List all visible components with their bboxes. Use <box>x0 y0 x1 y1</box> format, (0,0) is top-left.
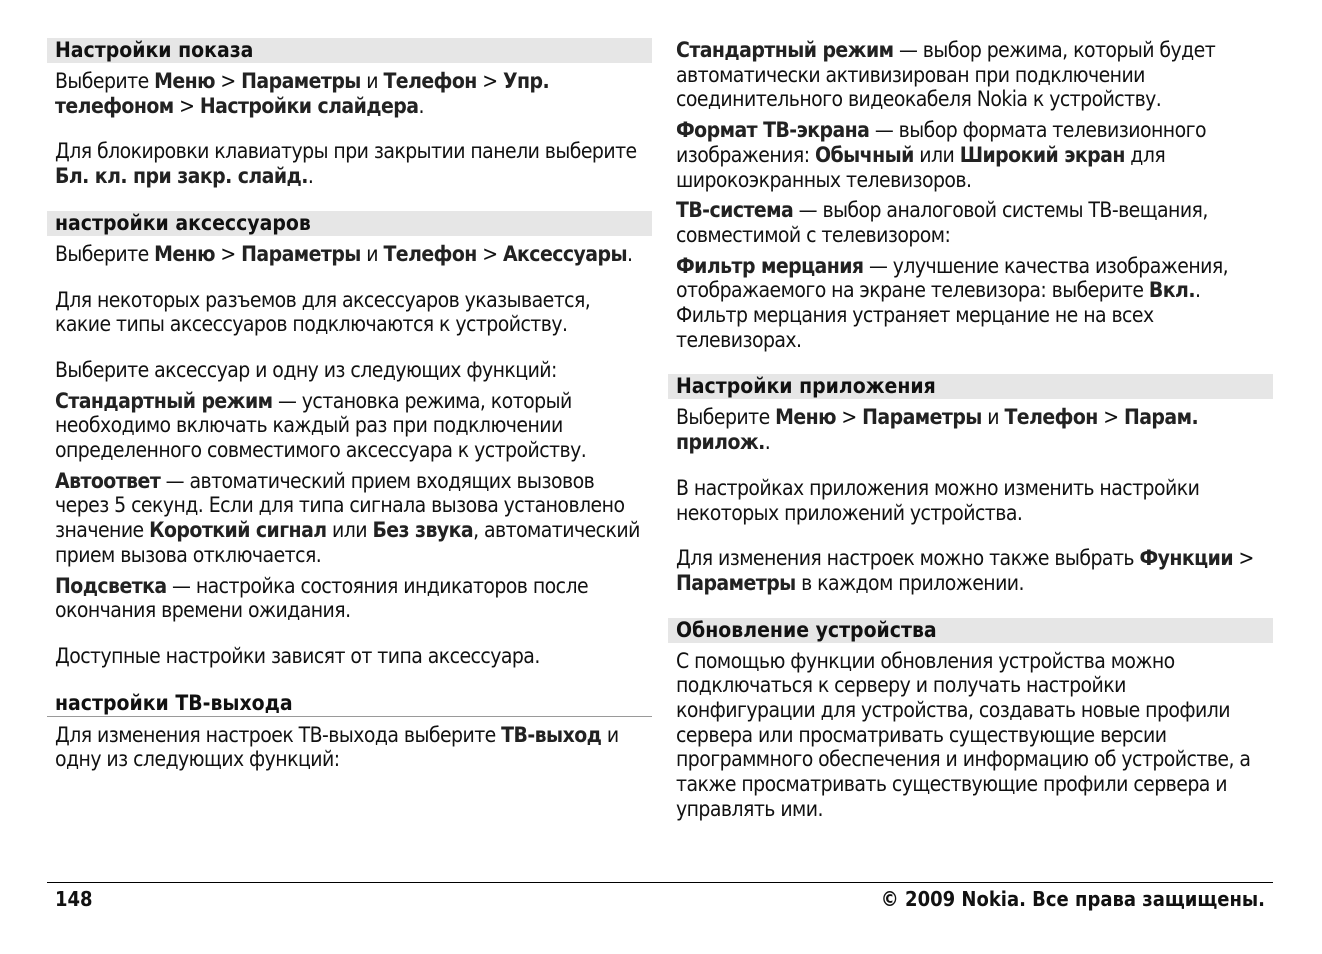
paragraph-accessories-path: Выберите Меню > Параметры и Телефон > Аксессуары. <box>55 241 633 266</box>
definition-tv-system: ТВ-система — выбор аналоговой системы ТВ-вещания, совместимой с телевизором: <box>676 198 1208 247</box>
section-title-display-settings: Настройки показа <box>47 38 652 63</box>
definition-backlight: Подсветка — настройка состояния индикаторов после окончания времени ожидания. <box>55 573 589 623</box>
section-title-app-settings: Настройки приложения <box>668 374 1273 399</box>
term: Подсветка <box>55 573 167 598</box>
page-number: 148 <box>55 887 93 911</box>
option-name: Широкий экран <box>959 142 1125 167</box>
menu-path-item: Настройки слайдера <box>199 93 419 118</box>
copyright-notice: © 2009 Nokia. Все права защищены. <box>880 887 1265 911</box>
option-name: Бл. кл. при закр. слайд. <box>55 164 308 189</box>
paragraph-display-path: Выберите Меню > Параметры и Телефон > Упр. телефоном > Настройки слайдера. <box>55 69 550 118</box>
option-name: Вкл. <box>1148 278 1195 303</box>
term: Стандартный режим <box>55 388 273 413</box>
term: Автоответ <box>55 468 161 493</box>
menu-path-item: Параметры <box>241 241 361 266</box>
menu-path-item: Телефон <box>383 241 477 266</box>
paragraph-apps-path: Выберите Меню > Параметры и Телефон > Парам. прилож.. <box>676 405 1199 455</box>
option-name: Обычный <box>814 142 914 167</box>
option-name: Без звука <box>372 518 474 543</box>
right-column <box>668 38 1273 822</box>
term: Формат ТВ-экрана <box>676 118 870 143</box>
paragraph-accessories-intro: Для некоторых разъемов для аксессуаров указывается, какие типы аксессуаров подключаются к устройству. <box>55 287 591 337</box>
paragraph-accessories-select: Выберите аксессуар и одну из следующих функций: <box>55 357 557 382</box>
paragraph-device-update: С помощью функции обновления устройства можно подключаться к серверу и получать настройки конфигурации для устройства, создавать новые профили сервера или просматривать существующие версии программного обеспечения и информацию об устройстве, а также просматривать существующие профили сервера и управлять ими. <box>676 648 1251 821</box>
section-title-device-update: Обновление устройства <box>668 618 1273 643</box>
option-name: ТВ-выход <box>501 722 602 747</box>
left-column <box>47 38 652 772</box>
menu-path-item: Аксессуары <box>502 241 627 266</box>
paragraph-tvout: Для изменения настроек ТВ-выхода выберите ТВ-выход и одну из следующих функций: <box>55 722 619 772</box>
section-title-tvout-settings: настройки ТВ-выхода <box>47 691 652 717</box>
definition-autoanswer: Автоответ — автоматический прием входящих вызовов через 5 секунд. Если для типа сигнала вызова установлено значение Короткий сигнал или Без звука, автоматический прием вызова отключается. <box>55 468 640 567</box>
menu-path-item: Меню <box>154 241 215 266</box>
option-name: Короткий сигнал <box>149 518 327 543</box>
menu-path-item: Телефон <box>1004 405 1098 430</box>
definition-flicker-filter: Фильтр мерцания — улучшение качества изображения, отображаемого на экране телевизора: выберите Вкл.. Фильтр мерцания устраняет мерцание не на всех телевизорах. <box>676 253 1229 352</box>
menu-path-item: Параметры <box>241 69 361 93</box>
menu-path-item: Меню <box>775 405 836 430</box>
term: Фильтр мерцания <box>676 253 864 278</box>
menu-path-item: Параметры <box>862 405 982 430</box>
menu-path-item: Параметры <box>676 570 796 595</box>
menu-path-item: Функции <box>1139 546 1234 571</box>
definition-standard-mode: Стандартный режим — установка режима, который необходимо включать каждый раз при подключении определенного совместимого аксессуара к устройству. <box>55 388 587 463</box>
paragraph-apps-functions: Для изменения настроек можно также выбрать Функции > Параметры в каждом приложении. <box>676 546 1254 595</box>
menu-path-item: Меню <box>154 69 215 93</box>
paragraph-keylock: Для блокировки клавиатуры при закрытии панели выберите Бл. кл. при закр. слайд.. <box>55 139 637 189</box>
paragraph-apps-intro: В настройках приложения можно изменить настройки некоторых приложений устройства. <box>676 475 1200 525</box>
term: Стандартный режим <box>676 38 894 62</box>
page-footer <box>47 882 1273 913</box>
paragraph-accessories-note: Доступные настройки зависят от типа аксессуара. <box>55 643 540 668</box>
menu-path-item: Телефон <box>383 69 477 93</box>
menu-path-item: Парам. прилож. <box>676 405 1199 455</box>
definition-tv-screen-format: Формат ТВ-экрана — выбор формата телевизионного изображения: Обычный или Широкий экран для широкоэкранных телевизоров. <box>676 118 1206 192</box>
menu-path-item: Упр. телефоном <box>55 69 550 118</box>
definition-tv-standard-mode: Стандартный режим — выбор режима, который будет автоматически активизирован при подключении соединительного видеокабеля Nokia к устройству. <box>676 38 1216 112</box>
term: ТВ-система <box>676 198 794 223</box>
section-title-accessory-settings: настройки аксессуаров <box>47 211 652 236</box>
